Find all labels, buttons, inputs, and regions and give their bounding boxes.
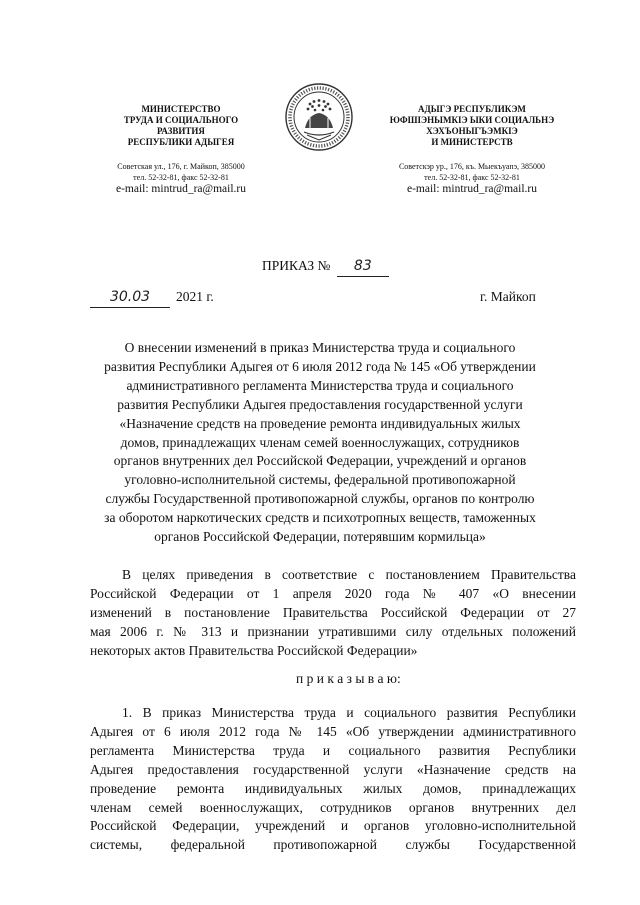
preamble-line: некоторых актов Правительства Российской Федерации» [90, 642, 418, 658]
subject-line: уголовно-исполнительной системы, федеральной противопожарной [124, 472, 516, 488]
order-year: 2021 г. [176, 289, 214, 304]
email-ru: e-mail: mintrud_ra@mail.ru [115, 183, 247, 195]
org-name-ady-line-4: И МИНИСТЕРСТВ [431, 137, 513, 147]
item-line: Адыгея от 6 июля 2012 года № 145 «Об утверждении административного [90, 723, 576, 739]
org-name-ru-line-3: РАЗВИТИЯ [157, 126, 205, 136]
preamble-line: мая 2006 г. № 313 и признании утратившими силу отдельных положений [90, 623, 576, 639]
subject-line: О внесении изменений в приказ Министерства труда и социального [124, 340, 516, 355]
org-name-ru-line-1: МИНИСТЕРСТВО [141, 104, 221, 114]
preamble-line: изменений в постановление Правительства Российской Федерации от 27 [90, 604, 576, 620]
phones-ru: тел. 52-32-81, факс 52-32-81 [133, 173, 229, 182]
item-line: Российской Федерации, учреждений и органов уголовно-исполнительной [90, 818, 576, 834]
order-subject [72, 339, 568, 547]
org-name-ady-line-3: ХЭХЪОНЫГЪЭМКІЭ [426, 126, 518, 136]
subject-line: развития Республики Адыгея от 6 июля 2012 года № 145 «Об утверждении [104, 358, 536, 374]
header-right [372, 104, 572, 196]
header-left [96, 104, 266, 196]
order-title-label: ПРИКАЗ № [262, 258, 331, 273]
item-line: 1. В приказ Министерства труда и социального развития Республики [122, 705, 576, 720]
item-line: системы, федеральной противопожарной службы Государственной [90, 837, 576, 853]
order-title [262, 257, 389, 277]
org-name-ru-line-2: ТРУДА И СОЦИАЛЬНОГО [123, 115, 239, 125]
subject-line: службы Государственной противопожарной службы, органов по контролю [105, 491, 535, 507]
org-name-ady-line-2: ЮФШІЭНЫМКІЭ ЫКИ СОЦИАЛЬНЭ [389, 115, 555, 125]
coat-of-arms-emblem [284, 82, 354, 152]
phones-ady: тел. 52-32-81, факс 52-32-81 [424, 173, 520, 182]
emblem-icon [284, 82, 354, 152]
org-name-ru-line-4: РЕСПУБЛИКИ АДЫГЕЯ [127, 137, 235, 147]
item-line: членам семей военнослужащих, сотрудников органов внутренних дел [90, 799, 576, 815]
order-item-1 [90, 704, 576, 855]
org-name-ady-line-1: АДЫГЭ РЕСПУБЛИКЭМ [418, 104, 526, 114]
order-city: г. Майкоп [480, 289, 536, 304]
address-ru: Советская ул., 176, г. Майкоп, 385000 [117, 162, 245, 171]
preamble [90, 566, 576, 661]
subject-line: административного регламента Министерства труда и социального [126, 377, 514, 393]
subject-line: домов, принадлежащих членам семей военнослужащих, сотрудников [120, 434, 520, 450]
address-ady: Советскэр ур., 176, къ. Мыекъуапэ, 385000 [398, 162, 546, 171]
preamble-line: В целях приведения в соответствие с постановлением Правительства [122, 567, 576, 582]
subject-line: «Назначение средств на проведение ремонта индивидуальных жилых [119, 415, 521, 431]
subject-line: развития Республики Адыгея предоставления государственной услуги [117, 396, 523, 412]
item-line: регламента Министерства труда и социального развития Республики [90, 742, 576, 758]
subject-line: органов внутренних дел Российской Федерации, учреждений и органов [113, 453, 527, 469]
order-date-day [90, 288, 170, 308]
order-command: п р и к а з ы в а ю: [296, 671, 401, 686]
order-number: 83 [337, 257, 389, 277]
order-date-handwritten: 30.03 [90, 288, 170, 308]
preamble-line: Российской Федерации от 1 апреля 2020 года № 407 «О внесении [90, 585, 576, 601]
item-line: Адыгея предоставления государственной услуги «Назначение средств на [90, 761, 576, 777]
subject-line: за оборотом наркотических средств и психотропных веществ, таможенных [104, 510, 536, 526]
subject-line: органов Российской Федерации, потерявшим кормильца» [154, 529, 486, 545]
email-ady: e-mail: mintrud_ra@mail.ru [406, 183, 538, 195]
item-line: проведение ремонта индивидуальных жилых домов, принадлежащих [90, 780, 576, 796]
